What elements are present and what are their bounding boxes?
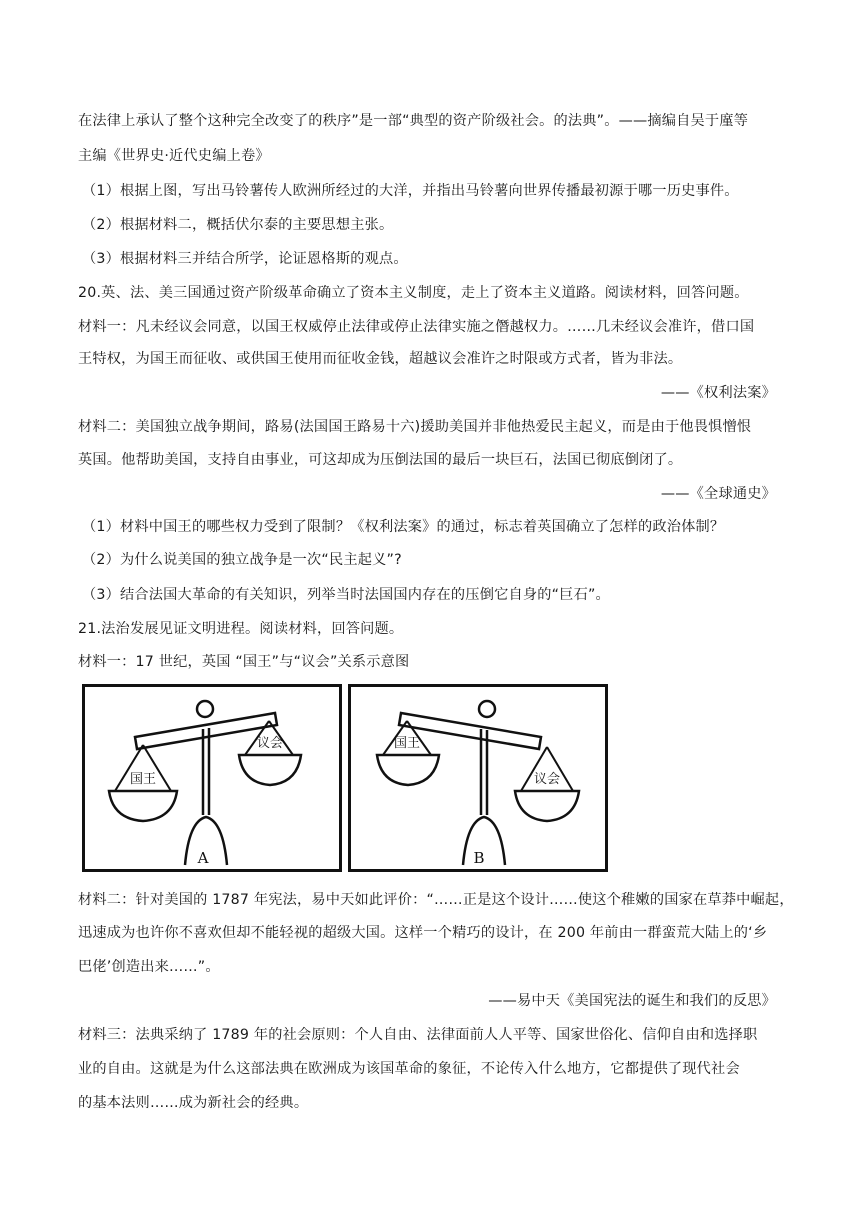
parliament-label-b: 议会 (533, 772, 561, 787)
material-21-2-line-3: 巴佬’创造出来……”。 (78, 959, 220, 975)
parliament-label-a: 议会 (256, 736, 284, 751)
material-21-3-line-1: 材料三：法典采纳了 1789 年的社会原则：个人自由、法律面前人人平等、国家世俗化、信仰自由和选择职 (78, 1027, 758, 1043)
material-2-line-2: 英国。他帮助美国，支持自由事业，可这却成为压倒法国的最后一块巨石，法国已彻底倒闭了。 (78, 452, 683, 468)
king-label-a: 国王 (129, 772, 157, 787)
item-20-heading: 20.英、法、美三国通过资产阶级革命确立了资本主义制度，走上了资本主义道路。阅读材料，回答问题。 (78, 285, 749, 301)
material-21-3-line-2: 业的自由。这就是为什么这部法典在欧洲成为该国革命的象征，不论传入什么地方，它都提供了现代社会 (78, 1061, 740, 1077)
question-3: （3）根据材料三并结合所学，论证恩格斯的观点。 (82, 251, 408, 267)
material-21-2-line-1: 材料二：针对美国的 1787 年宪法，易中天如此评价：“……正是这个设计……使这个稚嫩的国家在草莽中崛起， (78, 892, 794, 908)
king-parliament-diagram (82, 684, 610, 874)
material-2-line-1: 材料二：美国独立战争期间，路易(法国国王路易十六)援助美国并非他热爱民主起义，而是由于他畏惧憎恨 (78, 419, 752, 435)
balance-scale-a (85, 687, 339, 869)
item-21-heading: 21.法治发展见证文明进程。阅读材料，回答问题。 (78, 621, 404, 637)
question-20-1: （1）材料中国王的哪些权力受到了限制？《权利法案》的通过，标志着英国确立了怎样的政治体制？ (82, 519, 725, 535)
question-20-3: （3）结合法国大革命的有关知识，列举当时法国国内存在的压倒它自身的“巨石”。 (82, 587, 610, 603)
question-1: （1）根据上图，写出马铃薯传人欧洲所经过的大洋，并指出马铃薯向世界传播最初源于哪一历史事件。 (82, 183, 739, 199)
source-yi-zhongtian: ——易中天《美国宪法的诞生和我们的反思》 (488, 993, 776, 1009)
question-20-2: （2）为什么说美国的独立战争是一次“民主起义”? (82, 552, 402, 568)
king-label-b: 国王 (393, 736, 421, 751)
text-line-2: 主编《世界史·近代史编上卷》 (78, 148, 270, 164)
text-line-1: 在法律上承认了整个这种完全改变了的秩序”是一部“典型的资产阶级社会。的法典”。——摘编自吴于廑等 (78, 113, 749, 129)
material-1-line-2: 王特权，为国王而征收、或供国王使用而征收金钱，超越议会准许之时限或方式者，皆为非法。 (78, 351, 683, 367)
balance-scale-b (351, 687, 605, 869)
material-1-line-1: 材料一：凡未经议会同意，以国王权威停止法律或停止法律实施之僭越权力。……几未经议会准许，借口国 (78, 319, 755, 335)
material-21-2-line-2: 迅速成为也许你不喜欢但却不能轻视的超级大国。这样一个精巧的设计，在 200 年前由一群蛮荒大陆上的‘乡 (78, 925, 768, 941)
material-21-1: 材料一：17 世纪，英国 “国王”与“议会”关系示意图 (78, 654, 410, 670)
source-bill-of-rights: ——《权利法案》 (660, 385, 776, 401)
material-21-3-line-3: 的基本法则……成为新社会的经典。 (78, 1095, 309, 1111)
panel-label-b: B (473, 849, 485, 867)
diagram-panel-b (348, 684, 608, 872)
panel-label-a: A (197, 849, 209, 867)
question-2: （2）根据材料二，概括伏尔泰的主要思想主张。 (82, 217, 394, 233)
source-global-history: ——《全球通史》 (660, 486, 776, 502)
diagram-panel-a (82, 684, 342, 872)
